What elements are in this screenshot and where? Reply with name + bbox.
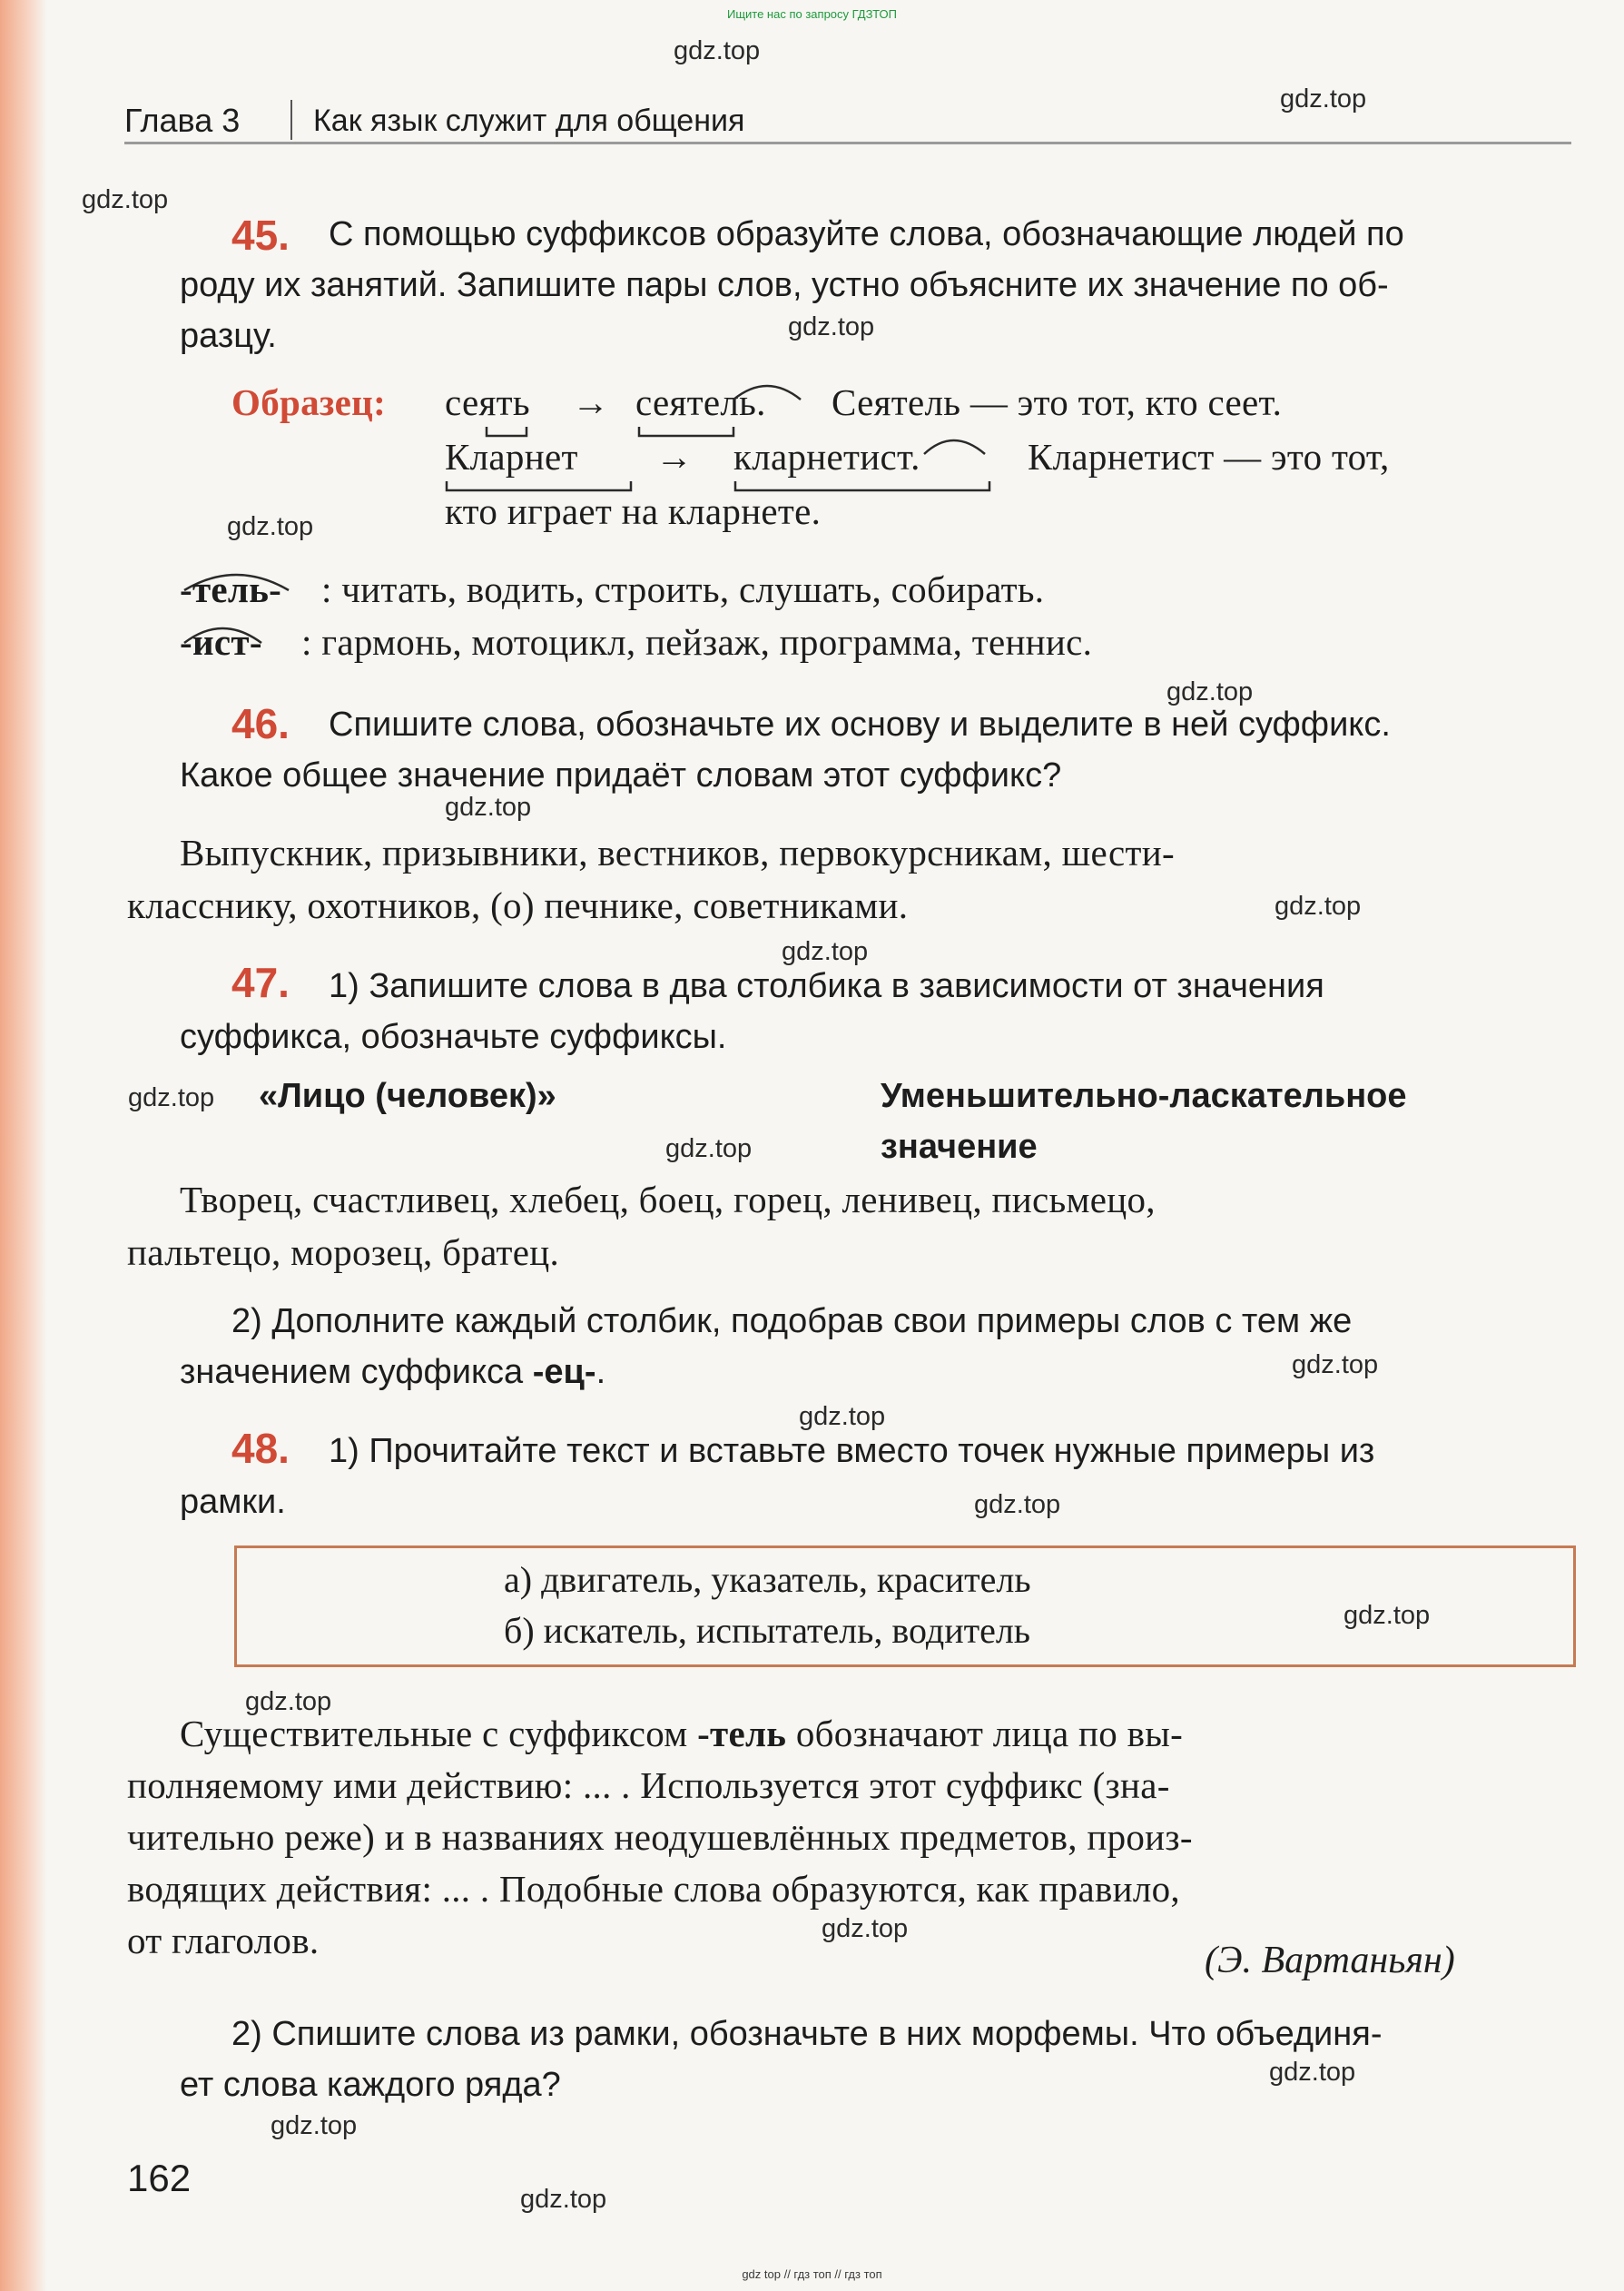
arrow: → bbox=[655, 436, 694, 478]
text-line: чительно реже) и в названиях неодушевлённых предметов, произ- bbox=[127, 1816, 1193, 1858]
watermark: gdz.top bbox=[665, 1134, 753, 1163]
watermark: gdz.top bbox=[974, 1490, 1061, 1519]
exercise-number: 48. bbox=[231, 1425, 290, 1472]
task-text: 1) Запишите слова в два столбика в зависимости от значения bbox=[329, 967, 1324, 1005]
exercise-number: 47. bbox=[231, 959, 290, 1006]
watermark: gdz.top bbox=[245, 1687, 332, 1716]
chapter-label: Глава 3 bbox=[124, 102, 241, 139]
ending-mark bbox=[487, 427, 527, 436]
watermark: gdz.top bbox=[674, 36, 761, 65]
word-box-row: а) двигатель, указатель, краситель bbox=[504, 1559, 1031, 1600]
suffix-label: -ист- bbox=[180, 621, 262, 663]
column-heading-diminutive: Уменьшительно-ласкательное bbox=[881, 1077, 1407, 1115]
sample-text: Сеятель — это тот, кто сеет. bbox=[832, 381, 1283, 423]
word-list: Выпускник, призывники, вестников, первокурсникам, шести- bbox=[180, 832, 1175, 874]
watermark: gdz.top bbox=[1275, 892, 1362, 921]
column-heading-person: «Лицо (человек)» bbox=[259, 1077, 556, 1115]
stem-mark bbox=[447, 481, 631, 490]
sample-text: кто играет на кларнете. bbox=[445, 490, 822, 532]
watermark: gdz.top bbox=[822, 1914, 909, 1943]
text-line: водящих действия: ... . Подобные слова образуются, как правило, bbox=[127, 1868, 1180, 1910]
word-list: Творец, счастливец, хлебец, боец, горец, ленивец, письмецо, bbox=[180, 1179, 1156, 1220]
text-author: (Э. Вартаньян) bbox=[1205, 1940, 1455, 1981]
bottom-note: gdz top // гдз топ // гдз топ bbox=[742, 2267, 882, 2281]
task-text: 2) Дополните каждый столбик, подобрав свои примеры слов с тем же bbox=[231, 1302, 1353, 1340]
exercise-number: 45. bbox=[231, 212, 290, 259]
word-list: класснику, охотников, (о) печнике, советниками. bbox=[127, 884, 909, 926]
task-text: С помощью суффиксов образуйте слова, обозначающие людей по bbox=[329, 215, 1404, 253]
watermark: gdz.top bbox=[1292, 1350, 1379, 1379]
task-text: разцу. bbox=[180, 317, 277, 355]
sample-label: Образец: bbox=[231, 381, 387, 423]
watermark: gdz.top bbox=[128, 1083, 215, 1112]
stem-mark bbox=[735, 481, 989, 490]
text-line: полняемому ими действию: ... . Используется этот суффикс (зна- bbox=[127, 1764, 1170, 1806]
task-text: значением суффикса -ец-. bbox=[180, 1353, 606, 1391]
task-text: суффикса, обозначьте суффиксы. bbox=[180, 1018, 727, 1056]
task-text: Какое общее значение придаёт словам этот суффикс? bbox=[180, 756, 1062, 795]
exercise-number: 46. bbox=[231, 700, 290, 747]
watermark: gdz.top bbox=[799, 1402, 886, 1431]
watermark: gdz.top bbox=[1343, 1601, 1431, 1630]
task-text: рамки. bbox=[180, 1483, 286, 1521]
suffix-mark bbox=[924, 440, 985, 454]
arrow: → bbox=[572, 381, 610, 423]
task-text: роду их занятий. Запишите пары слов, устно объясните их значение по об- bbox=[180, 266, 1389, 304]
task-text: Спишите слова, обозначьте их основу и выделите в ней суффикс. bbox=[329, 706, 1391, 744]
page-number: 162 bbox=[127, 2157, 192, 2199]
top-note: Ищите нас по запросу ГДЗТОП bbox=[726, 7, 897, 21]
column-heading-diminutive: значение bbox=[881, 1128, 1038, 1166]
watermark: gdz.top bbox=[1269, 2058, 1356, 2087]
watermark: gdz.top bbox=[1166, 677, 1254, 706]
sample-word: Кларнет bbox=[445, 436, 578, 478]
word-list: : гармонь, мотоцикл, пейзаж, программа, теннис. bbox=[301, 621, 1093, 663]
word-list: : читать, водить, строить, слушать, собирать. bbox=[321, 568, 1045, 610]
sample-text: Кларнетист — это тот, bbox=[1028, 436, 1390, 478]
task-text: 2) Спишите слова из рамки, обозначьте в них морфемы. Что объединя- bbox=[231, 2015, 1383, 2053]
watermark: gdz.top bbox=[82, 185, 169, 214]
text-line: Существительные с суффиксом -тель обозначают лица по вы- bbox=[180, 1713, 1184, 1754]
sample-derived-word: сеятель. bbox=[635, 381, 766, 423]
watermark: gdz.top bbox=[445, 793, 532, 822]
word-box-row: б) искатель, испытатель, водитель bbox=[504, 1610, 1031, 1651]
stem-mark bbox=[639, 427, 733, 436]
watermark: gdz.top bbox=[271, 2111, 358, 2140]
watermark: gdz.top bbox=[782, 937, 869, 966]
watermark: gdz.top bbox=[1280, 84, 1367, 114]
text-line: от глаголов. bbox=[127, 1920, 320, 1961]
task-text: ет слова каждого ряда? bbox=[180, 2066, 561, 2104]
sample-derived-word: кларнетист. bbox=[733, 436, 920, 478]
suffix-mark bbox=[733, 386, 801, 400]
watermark: gdz.top bbox=[788, 312, 875, 341]
sample-word: сеять bbox=[445, 381, 530, 423]
word-list: пальтецо, морозец, братец. bbox=[127, 1231, 560, 1273]
watermark: gdz.top bbox=[520, 2185, 607, 2214]
chapter-title: Как язык служит для общения bbox=[313, 104, 745, 138]
watermark: gdz.top bbox=[227, 512, 314, 541]
suffix-label: -тель- bbox=[180, 568, 282, 610]
task-text: 1) Прочитайте текст и вставьте вместо точек нужные примеры из bbox=[329, 1432, 1375, 1470]
